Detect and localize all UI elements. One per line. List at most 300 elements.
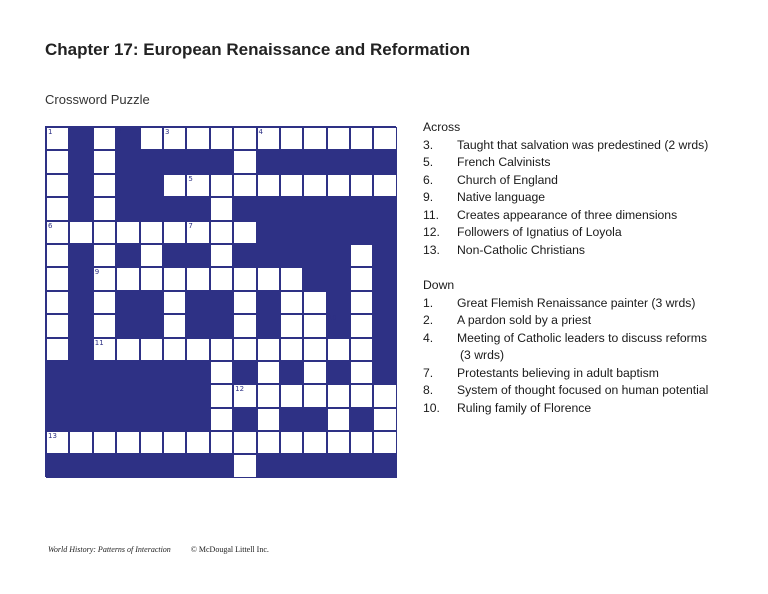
crossword-cell[interactable]: [163, 221, 186, 244]
puzzle-subtitle: Crossword Puzzle: [45, 92, 150, 107]
blocked-cell: [280, 244, 303, 267]
blocked-cell: [116, 174, 139, 197]
blocked-cell: [69, 174, 92, 197]
crossword-cell[interactable]: [93, 197, 116, 220]
crossword-cell[interactable]: [257, 267, 280, 290]
crossword-cell[interactable]: [350, 384, 373, 407]
blocked-cell: [350, 197, 373, 220]
blocked-cell: [116, 291, 139, 314]
crossword-cell[interactable]: [93, 314, 116, 337]
blocked-cell: [163, 244, 186, 267]
crossword-cell[interactable]: [210, 174, 233, 197]
clue-label-number: 3.: [423, 137, 434, 152]
crossword-cell[interactable]: [257, 431, 280, 454]
crossword-cell[interactable]: [303, 384, 326, 407]
blocked-cell: [46, 384, 69, 407]
crossword-cell[interactable]: [233, 338, 256, 361]
crossword-cell[interactable]: [93, 338, 116, 361]
clue-text: [457, 242, 737, 260]
blocked-cell: [373, 150, 396, 173]
crossword-cell[interactable]: [257, 408, 280, 431]
blocked-cell: [303, 454, 326, 477]
across-clue: [423, 189, 737, 207]
blocked-cell: [210, 314, 233, 337]
down-clue-list: [423, 295, 737, 418]
crossword-cell[interactable]: [257, 127, 280, 150]
blocked-cell: [116, 384, 139, 407]
crossword-cell[interactable]: [327, 431, 350, 454]
blocked-cell: [116, 454, 139, 477]
blocked-cell: [257, 150, 280, 173]
clue-number: 7: [188, 221, 193, 230]
crossword-cell[interactable]: [350, 174, 373, 197]
clue-label-number: 6.: [423, 172, 434, 187]
clue-text-line: Non-Catholic Christians: [457, 242, 586, 257]
crossword-cell[interactable]: [69, 431, 92, 454]
blocked-cell: [163, 454, 186, 477]
clue-text: [457, 154, 737, 172]
blocked-cell: [303, 408, 326, 431]
blocked-cell: [327, 314, 350, 337]
clue-number: 2: [117, 127, 122, 135]
crossword-cell[interactable]: [140, 338, 163, 361]
blocked-cell: [373, 291, 396, 314]
blocked-cell: [116, 150, 139, 173]
blocked-cell: [350, 454, 373, 477]
crossword-cell[interactable]: [210, 244, 233, 267]
crossword-cell[interactable]: [163, 267, 186, 290]
clue-text: [457, 189, 737, 207]
crossword-cell[interactable]: [373, 127, 396, 150]
blocked-cell: [69, 408, 92, 431]
clue-text: [457, 224, 737, 242]
blocked-cell: [140, 408, 163, 431]
crossword-cell[interactable]: [46, 174, 69, 197]
blocked-cell: [373, 267, 396, 290]
blocked-cell: [186, 454, 209, 477]
crossword-cell[interactable]: [350, 291, 373, 314]
crossword-cell[interactable]: [280, 291, 303, 314]
crossword-cell[interactable]: [46, 314, 69, 337]
across-clue: [423, 242, 737, 260]
blocked-cell: [233, 244, 256, 267]
blocked-cell: [46, 361, 69, 384]
clue-text-line: Church of England: [457, 172, 558, 187]
clue-number: 12: [235, 385, 245, 394]
crossword-cell[interactable]: [140, 127, 163, 150]
blocked-cell: [163, 384, 186, 407]
crossword-cell[interactable]: [233, 314, 256, 337]
blocked-cell: [186, 244, 209, 267]
clue-text: [457, 207, 737, 225]
crossword-cell[interactable]: [233, 291, 256, 314]
clue-text: [457, 137, 737, 155]
blocked-cell: [140, 454, 163, 477]
clue-text-line: Taught that salvation was predestined (2 wrds): [457, 137, 709, 152]
crossword-cell[interactable]: [46, 431, 69, 454]
clue-text: [457, 330, 737, 365]
crossword-cell[interactable]: [46, 267, 69, 290]
crossword-cell[interactable]: [163, 174, 186, 197]
clue-text-line: Creates appearance of three dimensions: [457, 207, 678, 222]
crossword-cell[interactable]: [116, 221, 139, 244]
blocked-cell: [257, 221, 280, 244]
blocked-cell: [280, 221, 303, 244]
crossword-cell[interactable]: [233, 431, 256, 454]
clue-number: 4: [258, 128, 263, 136]
blocked-cell: [140, 291, 163, 314]
crossword-cell[interactable]: [280, 127, 303, 150]
blocked-cell: [69, 267, 92, 290]
blocked-cell: [350, 150, 373, 173]
crossword-cell[interactable]: [116, 267, 139, 290]
blocked-cell: [373, 454, 396, 477]
blocked-cell: [327, 150, 350, 173]
crossword-cell[interactable]: [163, 314, 186, 337]
blocked-cell: [116, 408, 139, 431]
crossword-cell[interactable]: [163, 291, 186, 314]
blocked-cell: [93, 384, 116, 407]
crossword-cell[interactable]: [373, 174, 396, 197]
blocked-cell: [116, 244, 139, 267]
crossword-cell[interactable]: [93, 150, 116, 173]
clue-text-continuation: (3 wrds): [460, 348, 505, 362]
blocked-cell: [303, 150, 326, 173]
crossword-cell[interactable]: [303, 361, 326, 384]
crossword-cell[interactable]: [233, 127, 256, 150]
clue-text-line: Great Flemish Renaissance painter (3 wrds): [457, 295, 696, 310]
crossword-cell[interactable]: [327, 127, 350, 150]
blocked-cell: [233, 197, 256, 220]
crossword-cell[interactable]: [46, 197, 69, 220]
clue-label-number: 8.: [423, 383, 434, 397]
clue-label-number: 10.: [423, 400, 440, 415]
blocked-cell: [140, 361, 163, 384]
blocked-cell: [69, 197, 92, 220]
blocked-cell: [93, 408, 116, 431]
clue-text: [457, 312, 737, 330]
clue-number: 10: [327, 314, 337, 323]
clue-text: [457, 400, 737, 418]
crossword-cell[interactable]: [257, 338, 280, 361]
down-clues: [423, 277, 737, 417]
blocked-cell: [327, 361, 350, 384]
crossword-cell[interactable]: [93, 291, 116, 314]
crossword-cell[interactable]: [186, 174, 209, 197]
crossword-grid: [45, 126, 396, 477]
crossword-cell[interactable]: [93, 221, 116, 244]
clue-text-line: French Calvinists: [457, 155, 551, 169]
crossword-cell[interactable]: [186, 267, 209, 290]
blocked-cell: [350, 221, 373, 244]
crossword-cell[interactable]: [350, 361, 373, 384]
blocked-cell: [69, 244, 92, 267]
blocked-cell: [257, 244, 280, 267]
blocked-cell: [140, 150, 163, 173]
crossword-cell[interactable]: [327, 174, 350, 197]
crossword-cell[interactable]: [210, 431, 233, 454]
clue-text: [457, 365, 737, 383]
crossword-cell[interactable]: [140, 221, 163, 244]
crossword-cell[interactable]: [69, 221, 92, 244]
crossword-cell[interactable]: [303, 431, 326, 454]
crossword-cell[interactable]: [350, 338, 373, 361]
clue-text-line: Meeting of Catholic leaders to discuss reforms: [457, 330, 707, 345]
crossword-cell[interactable]: [210, 338, 233, 361]
crossword-cell[interactable]: [210, 221, 233, 244]
across-heading: Across: [423, 120, 461, 134]
crossword-cell[interactable]: [116, 338, 139, 361]
crossword-cell[interactable]: [140, 244, 163, 267]
blocked-cell: [46, 408, 69, 431]
blocked-cell: [69, 127, 92, 150]
crossword-cell[interactable]: [373, 431, 396, 454]
blocked-cell: [140, 174, 163, 197]
crossword-cell[interactable]: [163, 431, 186, 454]
across-clue: [423, 137, 737, 155]
blocked-cell: [69, 150, 92, 173]
blocked-cell: [280, 197, 303, 220]
across-clues: [423, 119, 737, 259]
blocked-cell: [257, 291, 280, 314]
crossword-cell[interactable]: [46, 244, 69, 267]
crossword-cell[interactable]: [280, 338, 303, 361]
clue-number: 3: [164, 128, 170, 136]
page-title: Chapter 17: European Renaissance and Reformation: [45, 40, 471, 59]
clue-label-number: 2.: [423, 313, 434, 327]
crossword-cell[interactable]: [303, 314, 326, 337]
crossword-cell[interactable]: [350, 431, 373, 454]
clue-number: 5: [188, 174, 193, 183]
across-clue: [423, 224, 737, 242]
crossword-cell[interactable]: [303, 291, 326, 314]
blocked-cell: [69, 314, 92, 337]
blocked-cell: [69, 338, 92, 361]
crossword-cell[interactable]: [303, 127, 326, 150]
clue-number: 6: [48, 221, 53, 230]
blocked-cell: [163, 408, 186, 431]
blocked-cell: [186, 384, 209, 407]
crossword-cell[interactable]: [280, 431, 303, 454]
blocked-cell: [373, 338, 396, 361]
crossword-cell[interactable]: [116, 431, 139, 454]
blocked-cell: [327, 221, 350, 244]
crossword-cell[interactable]: [186, 338, 209, 361]
crossword-cell[interactable]: [233, 150, 256, 173]
blocked-cell: [69, 361, 92, 384]
crossword-cell[interactable]: [163, 127, 186, 150]
crossword-cell[interactable]: [280, 267, 303, 290]
clue-text: [457, 382, 737, 400]
clue-text: [457, 295, 737, 313]
crossword-cell[interactable]: [210, 197, 233, 220]
clue-label-number: 7.: [423, 365, 434, 380]
crossword-cell[interactable]: [257, 174, 280, 197]
crossword-cell[interactable]: [93, 174, 116, 197]
clue-text-line: Native language: [457, 190, 546, 204]
crossword-cell[interactable]: [327, 384, 350, 407]
crossword-cell[interactable]: [303, 338, 326, 361]
blocked-cell: [257, 314, 280, 337]
crossword-cell[interactable]: [163, 338, 186, 361]
clue-text-line: A pardon sold by a priest: [457, 313, 592, 327]
blocked-cell: [140, 384, 163, 407]
down-clue: [423, 365, 737, 383]
crossword-cell[interactable]: [93, 127, 116, 150]
down-clue: [423, 295, 737, 313]
clue-number: 11: [94, 338, 104, 347]
blocked-cell: [69, 291, 92, 314]
crossword-cell[interactable]: [327, 338, 350, 361]
crossword-cell[interactable]: [210, 384, 233, 407]
blocked-cell: [116, 361, 139, 384]
blocked-cell: [257, 454, 280, 477]
blocked-cell: [210, 454, 233, 477]
blocked-cell: [163, 150, 186, 173]
blocked-cell: [163, 361, 186, 384]
blocked-cell: [186, 291, 209, 314]
across-clue: [423, 172, 737, 190]
blocked-cell: [210, 150, 233, 173]
clue-text: [457, 172, 737, 190]
down-clue: [423, 382, 737, 400]
blocked-cell: [233, 408, 256, 431]
crossword-cell[interactable]: [257, 384, 280, 407]
clue-label-number: 5.: [423, 155, 434, 169]
blocked-cell: [280, 150, 303, 173]
clue-label-number: 13.: [423, 242, 440, 257]
blocked-cell: [350, 408, 373, 431]
crossword-cell[interactable]: [233, 174, 256, 197]
clue-text-line: Followers of Ignatius of Loyola: [457, 225, 622, 239]
blocked-cell: [373, 197, 396, 220]
blocked-cell: [186, 361, 209, 384]
crossword-cell[interactable]: [46, 221, 69, 244]
clue-number: 9: [94, 268, 100, 277]
blocked-cell: [186, 150, 209, 173]
crossword-cell[interactable]: [233, 267, 256, 290]
down-heading: Down: [423, 278, 455, 292]
blocked-cell: [327, 454, 350, 477]
blocked-cell: [93, 361, 116, 384]
crossword-cell[interactable]: [350, 314, 373, 337]
crossword-cell[interactable]: [186, 127, 209, 150]
blocked-cell: [69, 454, 92, 477]
crossword-cell[interactable]: [46, 291, 69, 314]
crossword-cell[interactable]: [327, 408, 350, 431]
crossword-cell[interactable]: [350, 244, 373, 267]
blocked-cell: [280, 408, 303, 431]
crossword-cell[interactable]: [233, 221, 256, 244]
crossword-cell[interactable]: [93, 267, 116, 290]
crossword-cell[interactable]: [373, 384, 396, 407]
blocked-cell: [186, 314, 209, 337]
blocked-cell: [373, 221, 396, 244]
blocked-cell: [186, 408, 209, 431]
clue-label-number: 12.: [423, 225, 440, 239]
blocked-cell: [373, 361, 396, 384]
blocked-cell: [327, 244, 350, 267]
blocked-cell: [163, 197, 186, 220]
blocked-cell: [116, 127, 139, 150]
blocked-cell: [303, 221, 326, 244]
crossword-cell[interactable]: [93, 244, 116, 267]
crossword-cell[interactable]: [373, 408, 396, 431]
blocked-cell: [233, 361, 256, 384]
footer-book-title: World History: Patterns of Interaction: [48, 545, 171, 554]
across-clue: [423, 207, 737, 225]
clue-number: 1: [48, 128, 53, 136]
crossword-cell[interactable]: [280, 314, 303, 337]
clue-text-line: Ruling family of Florence: [457, 400, 592, 415]
crossword-cell[interactable]: [350, 267, 373, 290]
blocked-cell: [373, 244, 396, 267]
footer-copyright: © McDougal Littell Inc.: [190, 545, 269, 554]
crossword-cell[interactable]: [46, 338, 69, 361]
blocked-cell: [303, 197, 326, 220]
crossword-cell[interactable]: [210, 361, 233, 384]
crossword-cell[interactable]: [210, 267, 233, 290]
blocked-cell: [373, 314, 396, 337]
crossword-cell[interactable]: [303, 174, 326, 197]
clue-number: 8: [374, 243, 379, 252]
crossword-cell[interactable]: [233, 384, 256, 407]
crossword-cell[interactable]: [233, 454, 256, 477]
crossword-cell[interactable]: [46, 127, 69, 150]
crossword-cell[interactable]: [186, 431, 209, 454]
blocked-cell: [116, 314, 139, 337]
blocked-cell: [116, 197, 139, 220]
blocked-cell: [303, 267, 326, 290]
blocked-cell: [327, 267, 350, 290]
blocked-cell: [257, 197, 280, 220]
clue-label-number: 9.: [423, 190, 434, 204]
crossword-cell[interactable]: [140, 431, 163, 454]
crossword-cell[interactable]: [46, 150, 69, 173]
crossword-cell[interactable]: [257, 361, 280, 384]
clue-label-number: 4.: [423, 330, 434, 345]
crossword-cell[interactable]: [93, 431, 116, 454]
clue-number: 13: [48, 432, 57, 441]
blocked-cell: [303, 244, 326, 267]
blocked-cell: [327, 291, 350, 314]
page-footer: [48, 545, 269, 554]
blocked-cell: [186, 197, 209, 220]
crossword-cell[interactable]: [280, 174, 303, 197]
blocked-cell: [93, 454, 116, 477]
blocked-cell: [69, 384, 92, 407]
crossword-cell[interactable]: [186, 221, 209, 244]
crossword-cell[interactable]: [210, 127, 233, 150]
blocked-cell: [46, 454, 69, 477]
blocked-cell: [140, 314, 163, 337]
down-clue: [423, 312, 737, 330]
crossword-cell[interactable]: [350, 127, 373, 150]
down-clue: [423, 330, 737, 365]
blocked-cell: [280, 361, 303, 384]
crossword-cell[interactable]: [210, 408, 233, 431]
across-clue: [423, 154, 737, 172]
crossword-cell[interactable]: [140, 267, 163, 290]
down-clue: [423, 400, 737, 418]
blocked-cell: [327, 197, 350, 220]
blocked-cell: [140, 197, 163, 220]
clue-label-number: 1.: [423, 295, 434, 310]
blocked-cell: [280, 454, 303, 477]
blocked-cell: [210, 291, 233, 314]
clue-text-line: System of thought focused on human potential: [457, 383, 709, 397]
crossword-cell[interactable]: [280, 384, 303, 407]
